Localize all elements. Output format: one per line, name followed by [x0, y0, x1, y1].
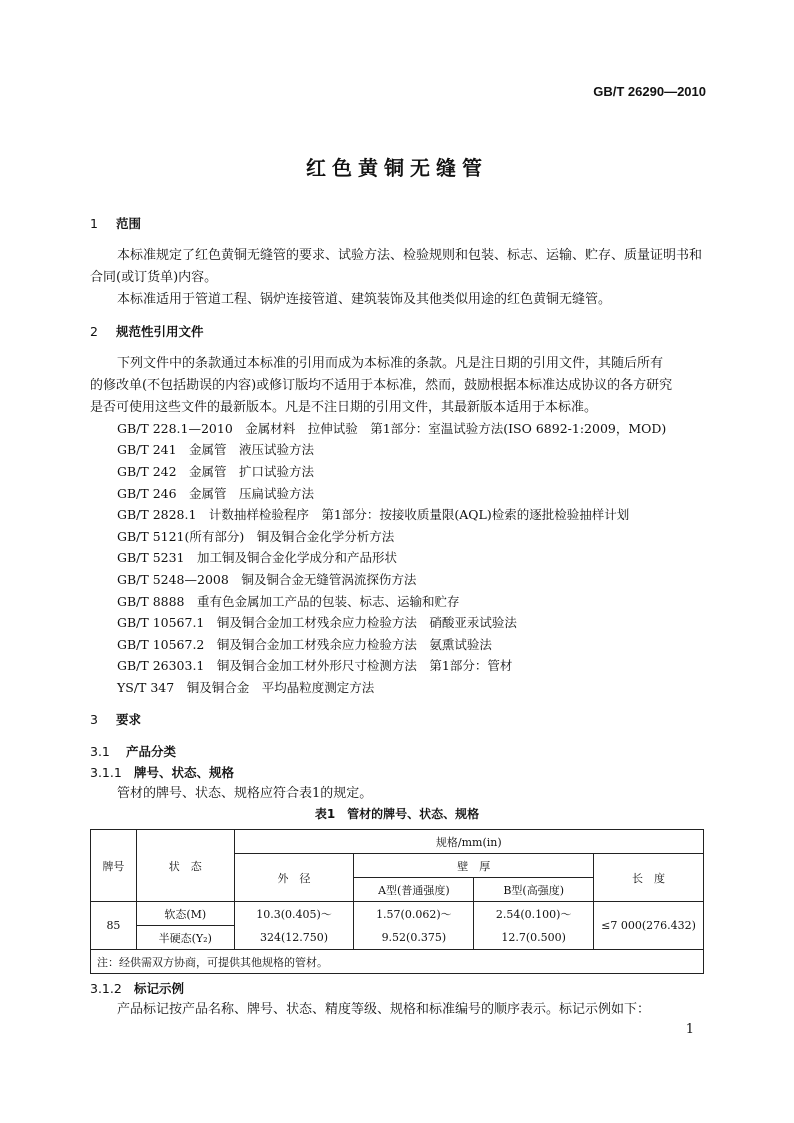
section-title: 产品分类 [126, 744, 177, 759]
cell-grade: 85 [91, 902, 137, 950]
reference-item: GB/T 241 金属管 液压试验方法 [117, 442, 315, 457]
header-wall-thickness: 壁 厚 [354, 854, 594, 878]
reference-item: GB/T 228.1—2010 金属材料 拉伸试验 第1部分：室温试验方法(ISO 6892-1:2009，MOD) [117, 421, 667, 436]
cell-wall-b-max: 12.7(0.500) [474, 926, 594, 950]
cell-length: ≤7 000(276.432) [594, 902, 704, 950]
document-title: 红色黄铜无缝管 [306, 156, 488, 180]
reference-item: GB/T 10567.1 铜及铜合金加工材残余应力检验方法 硝酸亚汞试验法 [117, 615, 517, 630]
page-number: 1 [685, 1022, 694, 1037]
section-title: 要求 [116, 712, 142, 727]
normative-intro-line-3: 是否可使用这些文件的最新版本。凡是不注日期的引用文件，其最新版本适用于本标准。 [90, 400, 598, 415]
section-number: 1 [90, 216, 98, 231]
cell-temper-half-hard: 半硬态(Y₂) [136, 926, 234, 950]
section-1-heading [90, 214, 141, 234]
standard-number: GB/T 26290—2010 [593, 84, 706, 99]
section-title: 范围 [116, 216, 142, 231]
header-type-a: A型(普通强度) [354, 878, 474, 902]
cell-wall-b-min: 2.54(0.100)～ [474, 902, 594, 926]
header-temper: 状 态 [136, 830, 234, 902]
section-3-1-1-text: 管材的牌号、状态、规格应符合表1的规定。 [117, 786, 373, 801]
reference-item: GB/T 242 金属管 扩口试验方法 [117, 464, 315, 479]
section-title: 标记示例 [134, 981, 185, 996]
reference-item: GB/T 246 金属管 压扁试验方法 [117, 486, 315, 501]
section-3-1-2-text: 产品标记按产品名称、牌号、状态、精度等级、规格和标准编号的顺序表示。标记示例如下： [117, 1002, 651, 1017]
section-3-1-2-heading [90, 979, 184, 999]
reference-item: GB/T 2828.1 计数抽样检验程序 第1部分：按接收质量限(AQL)检索的逐批检验抽样计划 [117, 507, 630, 522]
header-length: 长 度 [594, 854, 704, 902]
reference-item: GB/T 5121(所有部分) 铜及铜合金化学分析方法 [117, 529, 395, 544]
reference-item: GB/T 5231 加工铜及铜合金化学成分和产品形状 [117, 550, 398, 565]
spec-table [90, 829, 704, 974]
section-2-heading [90, 322, 204, 342]
cell-wall-a-max: 9.52(0.375) [354, 926, 474, 950]
section-3-heading [90, 710, 141, 730]
section-title: 规范性引用文件 [116, 324, 204, 339]
section-3-1-1-heading [90, 763, 234, 783]
normative-intro-line-2: 的修改单(不包括勘误的内容)或修订版均不适用于本标准，然而，鼓励根据本标准达成协议的各方研究 [90, 378, 673, 393]
section-number: 3.1.1 [90, 765, 122, 780]
cell-temper-soft: 软态(M) [136, 902, 234, 926]
section-number: 3.1 [90, 744, 110, 759]
section-title: 牌号、状态、规格 [134, 765, 235, 780]
reference-item: GB/T 8888 重有色金属加工产品的包装、标志、运输和贮存 [117, 594, 460, 609]
table-caption: 表1 管材的牌号、状态、规格 [314, 807, 480, 821]
scope-paragraph-2: 本标准适用于管道工程、锅炉连接管道、建筑装饰及其他类似用途的红色黄铜无缝管。 [117, 292, 612, 307]
section-3-1-heading [90, 742, 176, 762]
scope-paragraph-1-line-1: 本标准规定了红色黄铜无缝管的要求、试验方法、检验规则和包装、标志、运输、贮存、质量证明书和 [117, 248, 703, 263]
reference-item: GB/T 26303.1 铜及铜合金加工材外形尺寸检测方法 第1部分：管材 [117, 658, 513, 673]
normative-intro-line-1: 下列文件中的条款通过本标准的引用而成为本标准的条款。凡是注日期的引用文件，其随后所有 [117, 356, 664, 371]
cell-wall-a-min: 1.57(0.062)～ [354, 902, 474, 926]
reference-item: GB/T 10567.2 铜及铜合金加工材残余应力检验方法 氨熏试验法 [117, 637, 492, 652]
section-number: 2 [90, 324, 98, 339]
section-number: 3 [90, 712, 98, 727]
header-type-b: B型(高强度) [474, 878, 594, 902]
section-number: 3.1.2 [90, 981, 122, 996]
header-outer-diameter: 外 径 [234, 854, 354, 902]
reference-item: GB/T 5248—2008 铜及铜合金无缝管涡流探伤方法 [117, 572, 417, 587]
reference-item: YS/T 347 铜及铜合金 平均晶粒度测定方法 [117, 680, 375, 695]
cell-od-max: 324(12.750) [234, 926, 354, 950]
header-spec: 规格/mm(in) [234, 830, 703, 854]
scope-paragraph-1-line-2: 合同(或订货单)内容。 [90, 270, 218, 285]
header-grade: 牌号 [91, 830, 137, 902]
cell-od-min: 10.3(0.405)～ [234, 902, 354, 926]
table-note: 注：经供需双方协商，可提供其他规格的管材。 [91, 950, 704, 974]
